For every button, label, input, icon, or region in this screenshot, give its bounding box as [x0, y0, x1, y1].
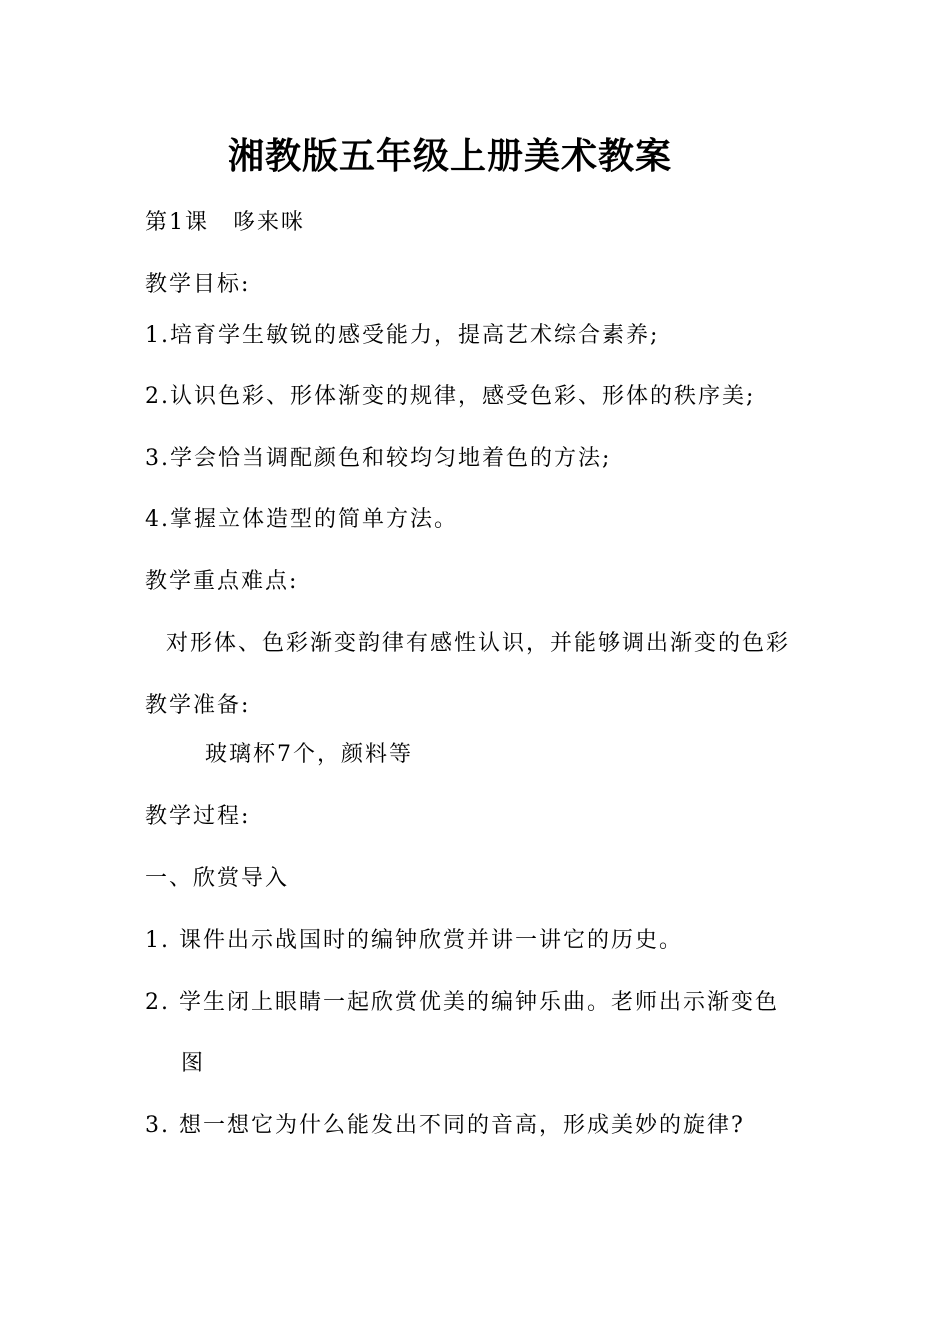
preparation-text: 玻璃杯7个，颜料等: [205, 742, 413, 767]
objective-item: 3.学会恰当调配颜色和较均匀地着色的方法;: [145, 446, 612, 471]
key-points-heading: 教学重点难点:: [145, 569, 299, 594]
lesson-title: 第1课 哆来咪: [145, 210, 305, 235]
section-heading: 一、欣赏导入: [145, 866, 290, 891]
objectives-heading: 教学目标:: [145, 272, 251, 297]
objective-item: 1.培育学生敏锐的感受能力，提高艺术综合素养;: [145, 323, 660, 348]
key-points-text: 对形体、色彩渐变韵律有感性认识，并能够调出渐变的色彩: [166, 631, 791, 656]
objective-item: 4.掌握立体造型的简单方法。: [145, 507, 458, 532]
document-title: 湘教版五年级上册美术教案: [227, 135, 672, 177]
objective-item: 2.认识色彩、形体渐变的规律，感受色彩、形体的秩序美;: [145, 384, 756, 409]
step-item-continuation: 图: [181, 1051, 206, 1076]
step-item: 2. 学生闭上眼睛一起欣赏优美的编钟乐曲。老师出示渐变色: [145, 990, 779, 1015]
step-item: 3. 想一想它为什么能发出不同的音高，形成美妙的旋律?: [145, 1113, 745, 1138]
preparation-heading: 教学准备:: [145, 693, 251, 718]
process-heading: 教学过程:: [145, 804, 251, 829]
step-item: 1. 课件出示战国时的编钟欣赏并讲一讲它的历史。: [145, 928, 683, 953]
